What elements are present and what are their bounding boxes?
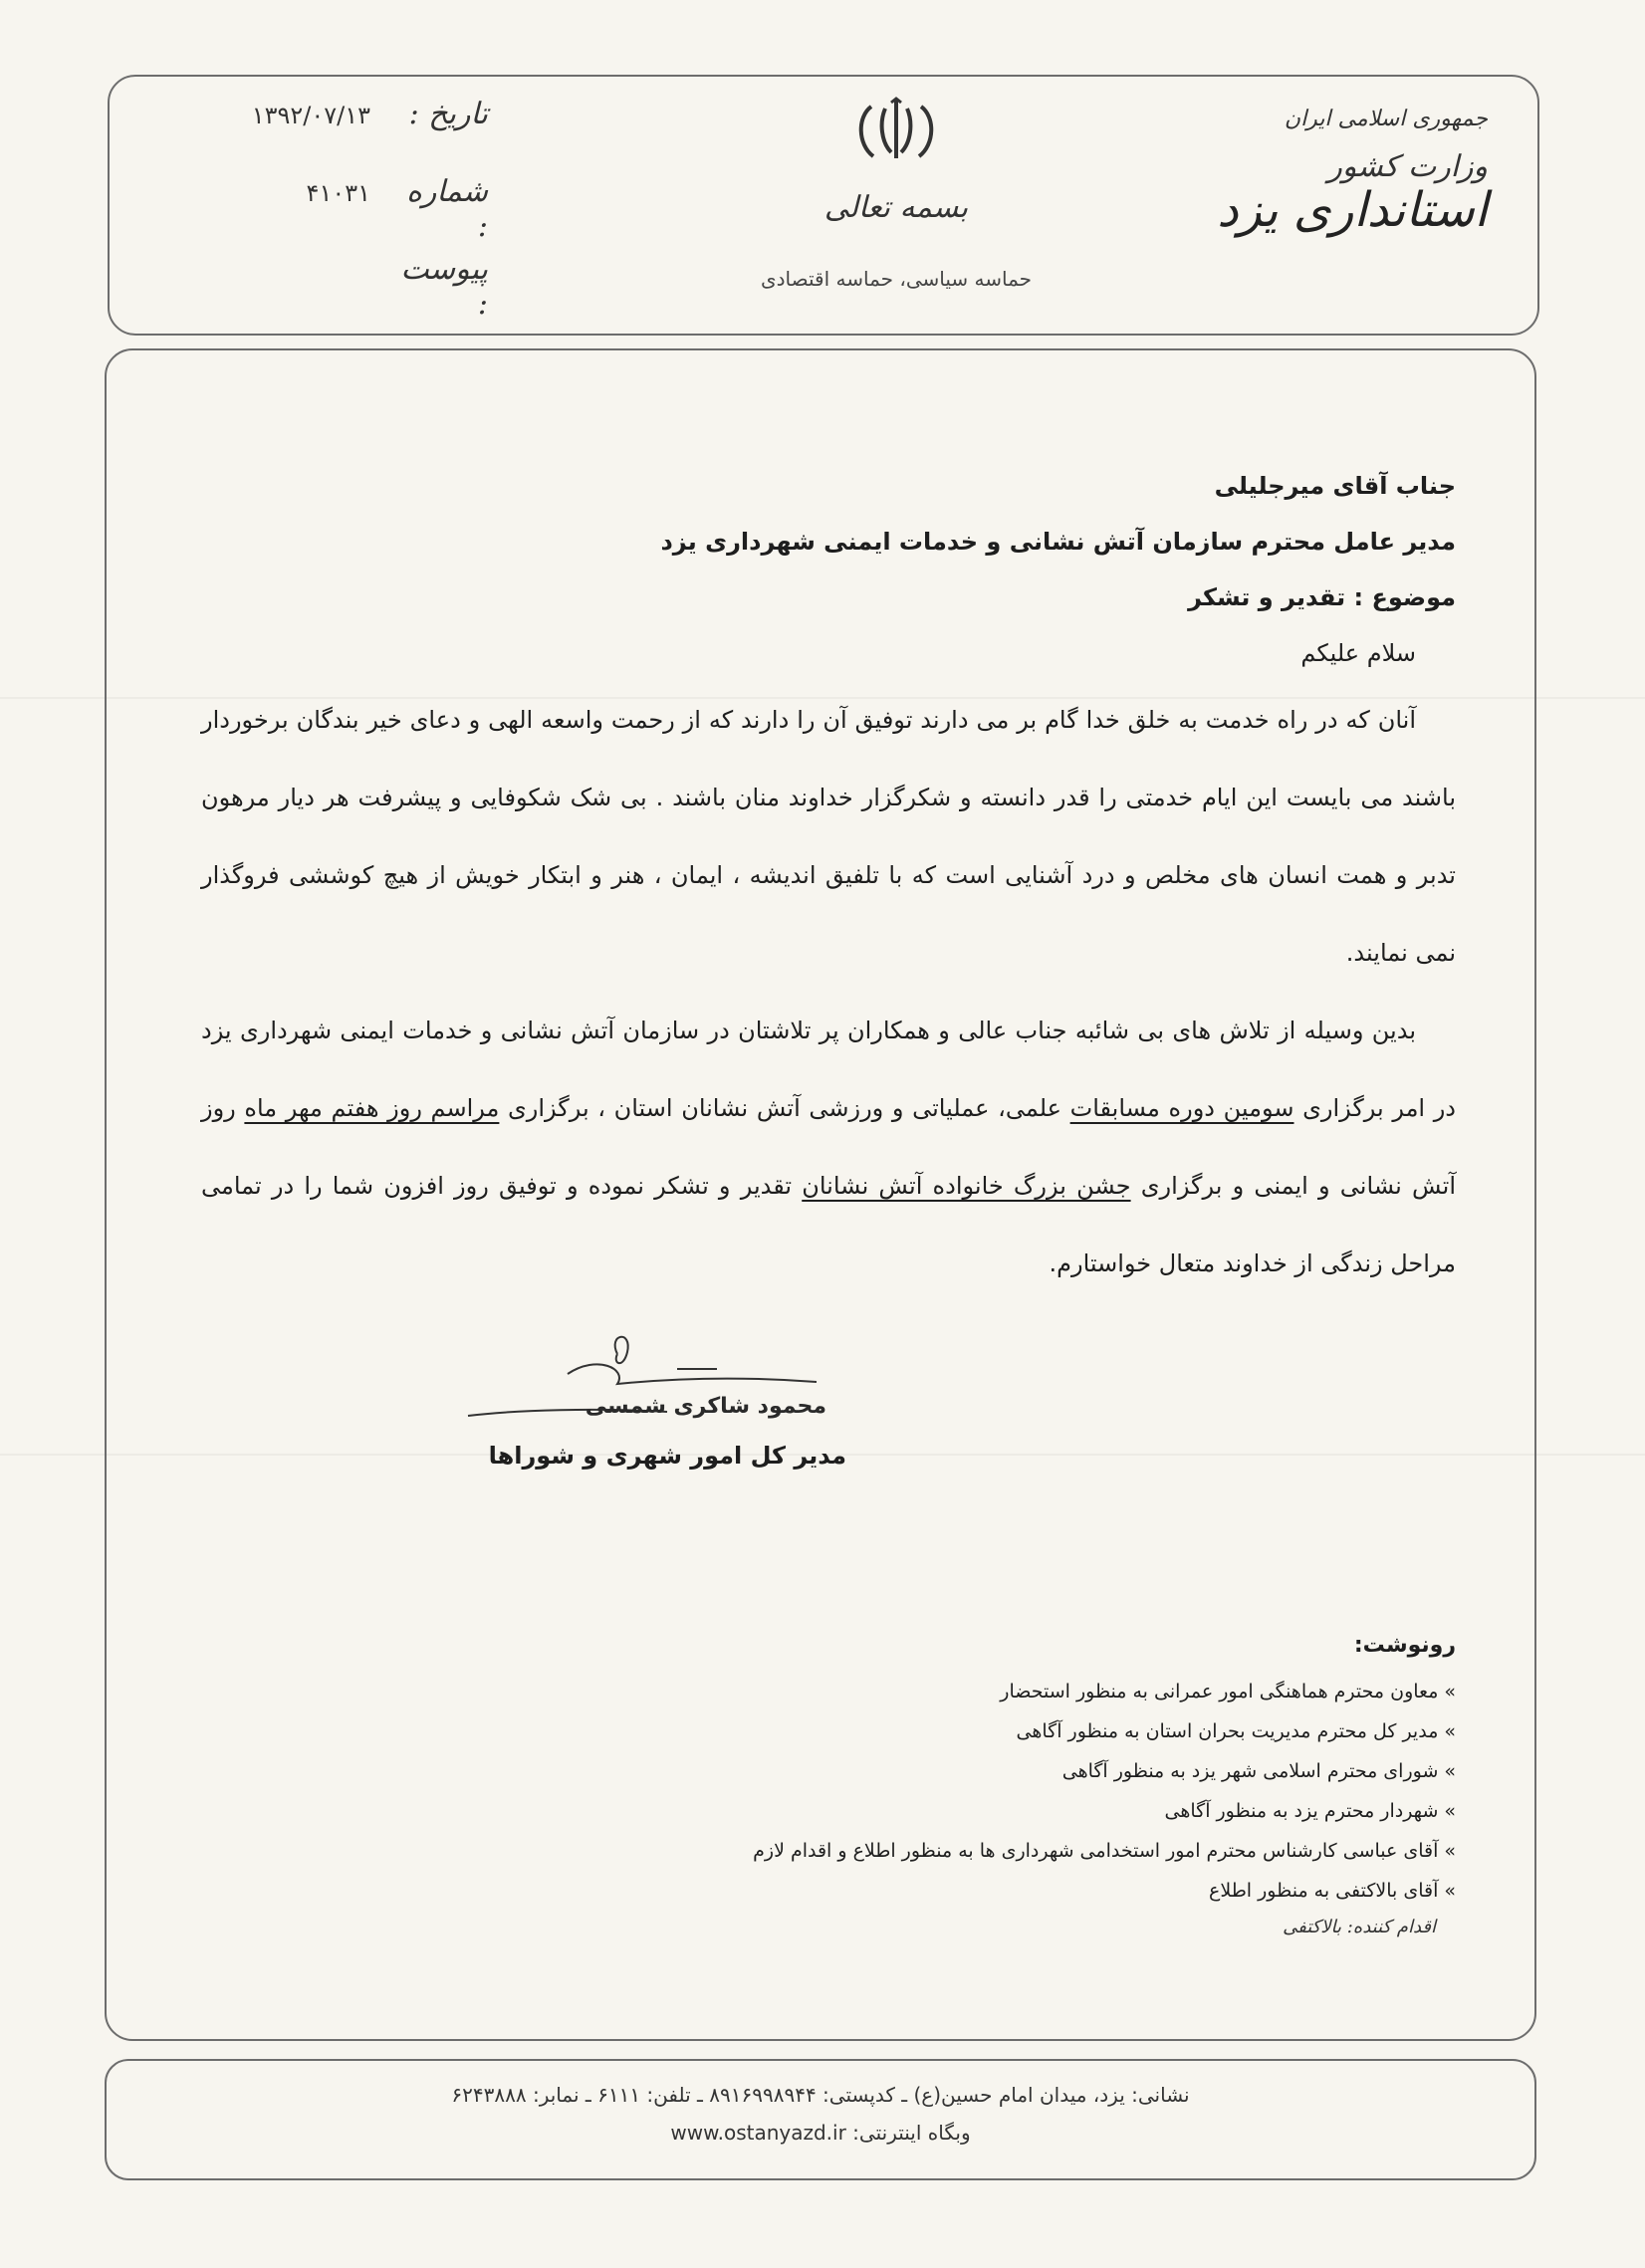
attachment-row <box>149 252 488 330</box>
list-item: »شورای محترم اسلامی شهر یزد به منظور آگاهی <box>1061 1760 1456 1782</box>
letter-meta <box>149 97 488 330</box>
year-slogan: حماسه سیاسی، حماسه اقتصادی <box>761 267 1032 291</box>
country-name: جمهوری اسلامی ایران <box>1284 107 1488 131</box>
subject-line: موضوع : تقدیر و تشکر <box>1188 583 1456 611</box>
bismillah: بسمه تعالی <box>823 190 969 225</box>
signature-block <box>438 1324 856 1474</box>
letter-content <box>201 458 1456 1302</box>
list-item: »آقای عباسی کارشناس محترم امور استخدامی شهرداری ها به منظور اطلاع و اقدام لازم <box>753 1840 1456 1862</box>
addressee-title: مدیر عامل محترم سازمان آتش نشانی و خدمات ایمنی شهرداری یزد <box>660 528 1456 556</box>
underlined-phrase: سومین دوره مسابقات <box>1069 1094 1294 1122</box>
cc-title: رونوشت: <box>1353 1633 1456 1658</box>
footer-address: نشانی: یزد، میدان امام حسین(ع) ـ کدپستی: ۸۹۱۶۹۹۸۹۴۴ ـ تلفن: ۶۱۱۱ ـ نمابر: ۶۲۴۳۸۸۸ <box>451 2083 1190 2107</box>
letterhead <box>108 75 1539 336</box>
date-label: تاریخ : <box>408 97 488 131</box>
signer-title: مدیر کل امور شهری و شوراها <box>488 1442 846 1470</box>
list-item: »مدیر کل محترم مدیریت بحران استان به منظور آگاهی <box>1016 1720 1456 1742</box>
ministry-name: وزارت کشور <box>1327 149 1488 184</box>
letterhead-center <box>647 97 1145 291</box>
cc-list <box>460 1672 1456 1911</box>
underlined-phrase: جشن بزرگ خانواده آتش نشانان <box>802 1172 1131 1200</box>
list-item: »شهردار محترم یزد به منظور آگاهی <box>1164 1800 1456 1822</box>
letter-footer <box>105 2059 1536 2180</box>
footer-website: وبگاه اینترنتی: www.ostanyazd.ir <box>670 2121 971 2145</box>
iran-emblem-icon <box>851 97 941 166</box>
action-note: اقدام کننده: بالاکتفی <box>1283 1917 1436 1937</box>
list-item: »آقای بالاکتفی به منظور اطلاع <box>1209 1880 1456 1902</box>
paragraph-1: آنان که در راه خدمت به خلق خدا گام بر می دارند توفیق آن را دارند که از رحمت واسعه الهی و دعای خیر بندگان برخوردار باشند می بایست این ایام خدمتی را قدر دانسته و شکرگزار خداوند منان باشند . بی شک شکوفایی و پیشرفت هر دیار مرهون تدبر و همت انسان های مخلص و درد آشنایی است که با تلفیق اندیشه ، ایمان ، هنر و ابتکار خویش از هیچ کوششی فروگذار نمی نمایند. <box>201 706 1456 967</box>
underlined-phrase: مراسم روز هفتم مهر ماه <box>244 1094 500 1122</box>
addressee: جناب آقای میرجلیلی <box>1214 472 1456 500</box>
date-row <box>149 97 488 174</box>
greeting: سلام علیکم <box>1300 639 1416 667</box>
number-label: شماره : <box>406 174 488 244</box>
number-row <box>149 174 488 252</box>
paragraph-2: بدین وسیله از تلاش های بی شائبه جناب عالی و همکاران پر تلاشتان در سازمان آتش نشانی و خدمات ایمنی شهرداری یزد در امر برگزاری سومین دوره مسابقات علمی، عملیاتی و ورزشی آتش نشانان استان ، برگزاری مراسم روز هفتم مهر ماه روز آتش نشانی و ایمنی و برگزاری جشن بزرگ خانواده آتش نشانان تقدیر و تشکر نموده و توفیق روز افزون شما را در تمامی مراحل زندگی از خداوند متعال خواستارم. <box>201 1017 1456 1277</box>
number-value: ۴۱۰۳۱ <box>306 179 370 207</box>
list-item: »معاون محترم هماهنگی امور عمرانی به منظور استحضار <box>1000 1681 1456 1702</box>
issuer-block <box>1217 107 1488 238</box>
date-value: ۱۳۹۲/۰۷/۱۳ <box>251 102 370 129</box>
cc-section <box>460 1633 1456 1937</box>
attachment-label: پیوست : <box>400 252 488 322</box>
signer-name: محمود شاکری شمسی <box>585 1394 826 1419</box>
office-name: استانداری یزد <box>1217 182 1488 238</box>
